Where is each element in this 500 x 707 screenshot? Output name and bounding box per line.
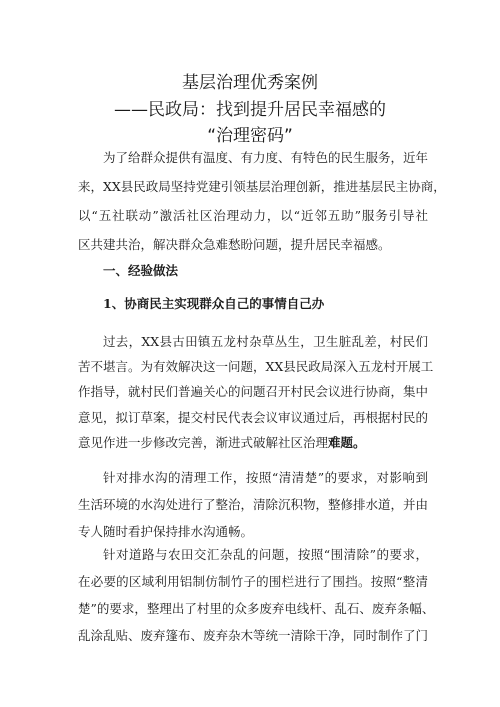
paragraph-line: 生活环境的水沟处进行了整治，清除沉积物，整修排水道，并由 [78,497,429,512]
intro-line: 来，XX县民政局坚持党建引领基层治理创新，推进基层民主协商， [78,179,446,194]
paragraph-line: 乱涂乱贴、废弃篷布、废弃杂木等统一清除干净，同时制作了门 [78,628,429,643]
intro-line: 为了给群众提供有温度、有力度、有特色的民生服务，近年 [103,150,429,165]
paragraph-line: 在必要的区域利用铝制仿制竹子的围栏进行了围挡。按照“整清 [78,574,428,589]
bold-text: 难题。 [328,435,366,450]
paragraph-line: 针对排水沟的清理工作，按照“清清楚”的要求，对影响到 [103,470,428,485]
paragraph-line [78,435,366,451]
document-title-line-2: ——民政局：找到提升居民幸福感的 [114,100,386,120]
section-heading: 一、经验做法 [103,263,179,278]
paragraph-line: 作指导，就村民们普遍关心的问题召开村民会议进行协商，集中 [78,384,429,399]
intro-line: 区共建共治，解决群众急难愁盼问题，提升居民幸福感。 [78,237,391,252]
paragraph-line: 意见，拟订草案，提交村民代表会议审议通过后，再根据村民的 [78,410,429,425]
document-title-line-3: “治理密码” [207,126,293,146]
paragraph-line: 针对道路与农田交汇杂乱的问题，按照“围清除”的要求， [103,547,428,562]
subsection-heading: 1、协商民主实现群众自己的事情自己办 [103,296,325,311]
document-title-line-1: 基层治理优秀案例 [182,73,318,93]
paragraph-line: 专人随时看护保持排水沟通畅。 [78,524,254,539]
paragraph-line: 过去，XX县古田镇五龙村杂草丛生，卫生脏乱差，村民们 [103,334,428,349]
paragraph-text: 意见作进一步修改完善，渐进式破解社区治理 [78,435,329,450]
paragraph-line: 楚”的要求，整理出了村里的众多废弃电线杆、乱石、废弃条幅、 [78,601,435,616]
paragraph-line: 苦不堪言。为有效解决这一问题，XX县民政局深入五龙村开展工 [78,359,434,374]
intro-line: 以“五社联动”激活社区治理动力，以“近邻五助”服务引导社 [78,208,428,223]
